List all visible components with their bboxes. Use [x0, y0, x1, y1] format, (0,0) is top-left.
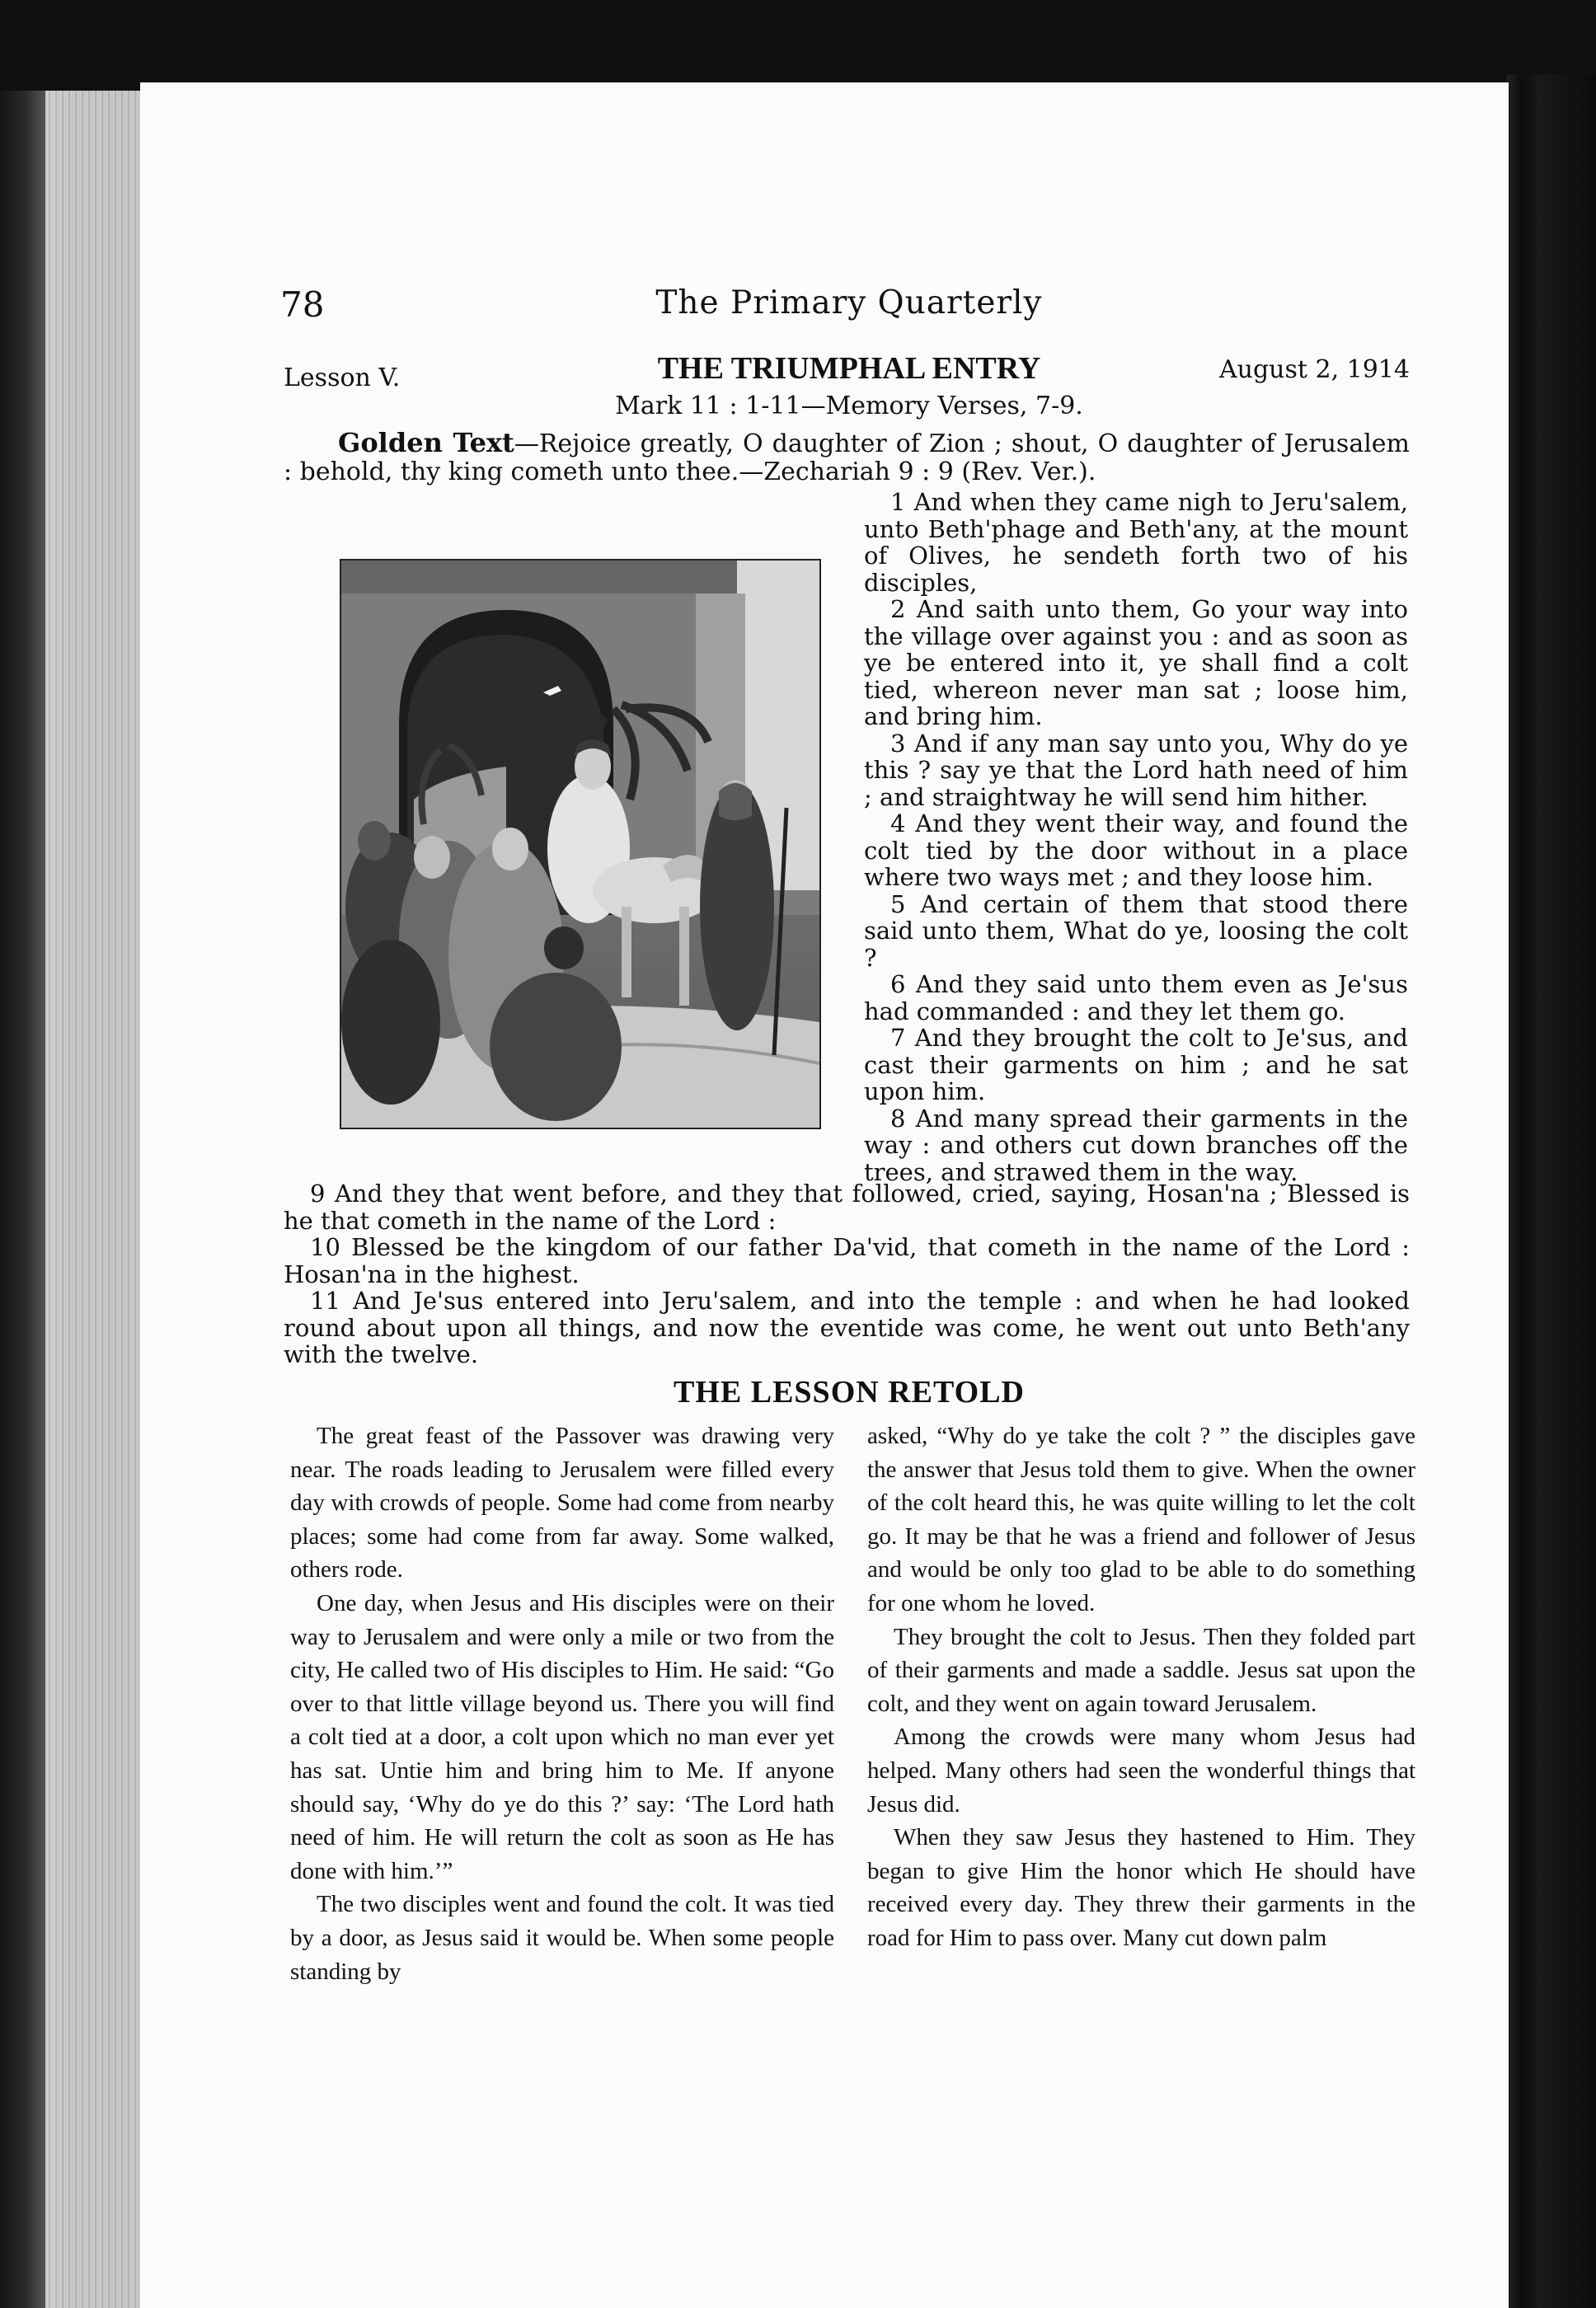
- retold-paragraph: The two disciples went and found the colt. It was tied by a door, as Jesus said it would be. When some people standing by: [290, 1891, 834, 1985]
- retold-paragraph: When they saw Jesus they hastened to Him. They began to give Him the honor which He should have received every day. They threw their garments in the road for Him to pass over. Many cut down palm: [867, 1824, 1415, 1951]
- golden-text: [284, 429, 1410, 486]
- retold-paragraph: The great feast of the Passover was drawing very near. The roads leading to Jerusalem were filled every day with crowds of people. Some had come from nearby places; some had come from far away. Some walked, others rode.: [290, 1423, 834, 1583]
- verse: 3 And if any man say unto you, Why do ye this ? say ye that the Lord hath need of him ; and straightway he will send him hither.: [864, 729, 1408, 811]
- verse: 9 And they that went before, and they that followed, cried, saying, Hosan'na ; Blessed is he that cometh in the name of the Lord :: [284, 1180, 1410, 1235]
- verse: 4 And they went their way, and found the colt tied by the door without in a place where two ways met ; and they loose him.: [864, 809, 1408, 891]
- scripture-verses-beside-image: [864, 489, 1408, 1185]
- lesson-header: [280, 350, 1418, 390]
- running-head: [280, 284, 1418, 326]
- scripture-verses-full-width: [284, 1180, 1410, 1368]
- triumphal-entry-illustration: [340, 559, 821, 1129]
- page-stack-edge: [45, 91, 144, 2308]
- lesson-number: Lesson V.: [284, 364, 401, 392]
- lesson-retold-heading: THE LESSON RETOLD: [673, 1375, 1025, 1410]
- engraving-drawing: [341, 561, 819, 1128]
- verse: 7 And they brought the colt to Je'sus, and cast their garments on him ; and he sat upon him.: [864, 1024, 1408, 1105]
- retold-left-column: [290, 1419, 834, 1988]
- verse: 2 And saith unto them, Go your way into the village over against you : and as soon as ye be entered into it, ye shall find a colt tied, whereon never man sat ; loose him, and bring him.: [864, 595, 1408, 730]
- page-number: 78: [280, 284, 325, 325]
- verse: 8 And many spread their garments in the way : and others cut down branches off the trees, and strawed them in the way.: [864, 1104, 1408, 1186]
- scripture-reference: Mark 11 : 1-11—Memory Verses, 7-9.: [615, 392, 1083, 420]
- lesson-title: THE TRIUMPHAL ENTRY: [657, 351, 1041, 386]
- verse: 11 And Je'sus entered into Jeru'salem, and into the temple : and when he had looked round about upon all things, and now the eventide was come, he went out unto Beth'any with the twelve.: [284, 1287, 1410, 1368]
- retold-paragraph: asked, “Why do ye take the colt ? ” the disciples gave the answer that Jesus told them to give. When the owner of the colt heard this, he was quite willing to let the colt go. It may be that he was a friend and follower of Jesus and would be only too glad to be able to do something for one whom he loved.: [867, 1423, 1415, 1616]
- verse: 10 Blessed be the kingdom of our father Da'vid, that cometh in the name of the Lord : Hosan'na in the highest.: [284, 1233, 1410, 1288]
- retold-right-column: [867, 1419, 1415, 1955]
- verse: 6 And they said unto them even as Je'sus had commanded : and they let them go.: [864, 970, 1408, 1025]
- verse: 1 And when they came nigh to Jeru'salem, unto Beth'phage and Beth'any, at the mount of Olives, he sendeth forth two of his disciples,: [864, 488, 1408, 597]
- retold-paragraph: Among the crowds were many whom Jesus had helped. Many others had seen the wonderful things that Jesus did.: [867, 1724, 1415, 1818]
- retold-paragraph: One day, when Jesus and His disciples were on their way to Jerusalem and were only a mile or two from the city, He called two of His disciples to Him. He said: “Go over to that little village beyond us. There you will find a colt tied at a door, a colt upon which no man ever yet has sat. Untie him and bring him to Me. If anyone should say, ‘Why do ye do this ?’ say: ‘The Lord hath need of him. He will return the colt as soon as He has done with him.’”: [290, 1589, 834, 1884]
- verse: 5 And certain of them that stood there said unto them, What do ye, loosing the colt ?: [864, 889, 1408, 972]
- scan-right-margin: [1507, 74, 1596, 2308]
- retold-paragraph: They brought the colt to Jesus. Then they folded part of their garments and made a saddle. Jesus sat upon the colt, and they went on again toward Jerusalem.: [867, 1623, 1415, 1717]
- golden-text-body: —Rejoice greatly, O daughter of Zion ; shout, O daughter of Jerusalem : behold, thy king cometh unto thee.—Zechariah 9 : 9 (Rev. Ver.).: [284, 429, 1411, 486]
- scan-top-margin: [0, 0, 1596, 91]
- lesson-date: August 2, 1914: [1218, 355, 1410, 384]
- golden-text-label: Golden Text: [338, 427, 514, 458]
- journal-title: The Primary Quarterly: [655, 284, 1043, 321]
